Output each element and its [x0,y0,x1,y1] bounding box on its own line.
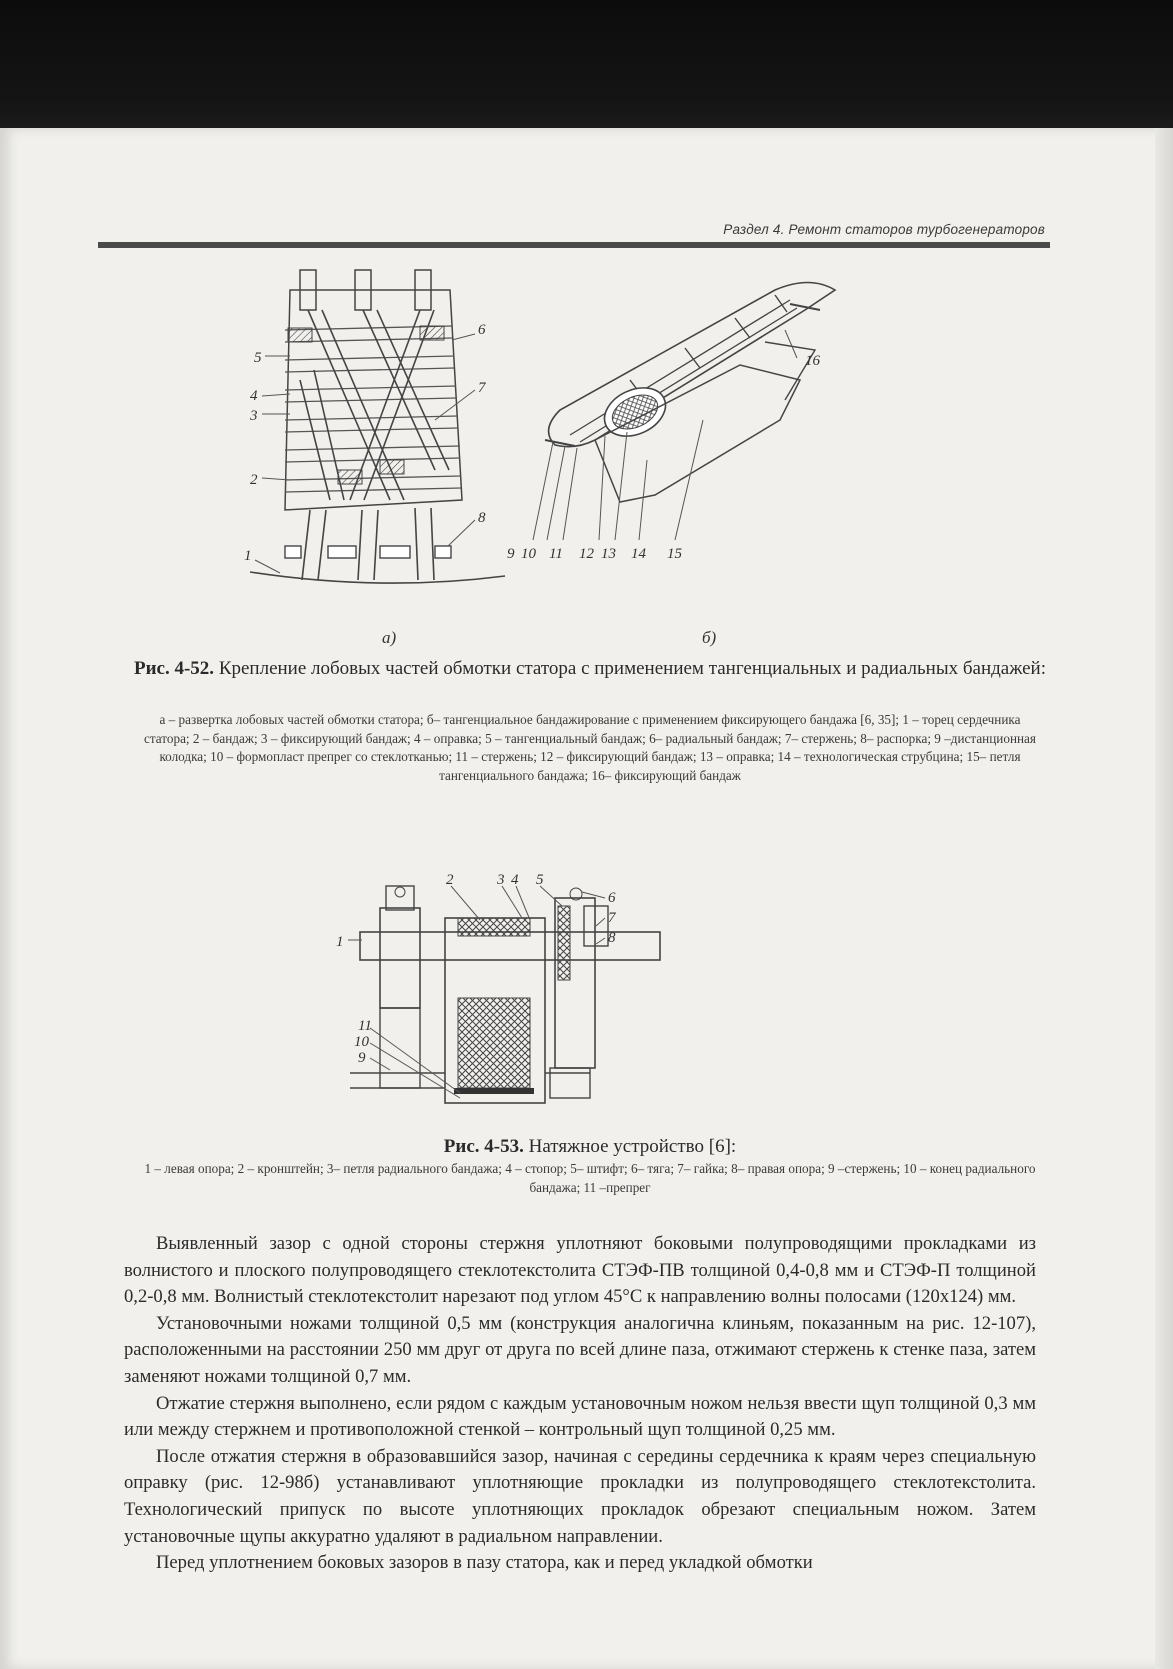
figure-4-52a [230,270,540,625]
figure-4-53 [336,872,680,1113]
label-3: 3 [250,408,258,424]
label-14: 14 [631,546,646,562]
subfigure-b-label: б) [702,628,717,647]
label-9: 9 [507,546,515,562]
figure-4-52b [507,270,895,600]
label-7: 7 [478,380,486,396]
figure-4-52-caption [120,657,1060,681]
paragraph: Перед уплотнением боковых зазоров в пазу статора, как и перед укладкой обмотки [156,1552,813,1574]
label-4: 4 [250,388,258,404]
label-11: 11 [549,546,563,562]
label-53-6: 6 [608,890,616,906]
label-53-11: 11 [358,1018,372,1034]
subfigure-a-label: а) [382,628,397,647]
label-12: 12 [579,546,594,562]
label-2: 2 [250,472,258,488]
label-53-9: 9 [358,1050,366,1066]
paragraph: После отжатия стержня в образовавшийся зазор, начиная с середины сердечника к краям через специальную оправку (рис. 12-98б) устанавливают уплотняющие прокладки из полупроводящего стеклотекстолита. Технологический припуск по высоте уплотняющих прокладок обрезают специальным ножом. Затем установочные щупы аккуратно удаляют в радиальном направлении. [124,1445,1036,1547]
caption-text: Крепление лобовых частей обмотки статора с применением тангенциальных и радиальных бандажей: [218,658,1046,679]
label-53-8: 8 [608,930,616,946]
paragraph: Выявленный зазор с одной стороны стержня уплотняют боковыми полупроводящими прокладками из волнистого и плоского полупроводящего стеклотекстолита СТЭФ-ПВ толщиной 0,4-0,8 мм и СТЭФ-П толщиной 0,2-0,8 мм. Волнистый стеклотекстолит нарезают под углом 45°С к направлению волны полосами (120х124) мм. [124,1233,1036,1308]
header-rule [98,242,1050,248]
label-53-5: 5 [536,872,544,888]
label-13: 13 [601,546,616,562]
caption-number-53: Рис. 4-53. [443,1136,524,1157]
caption-number: Рис. 4-52. [133,658,215,679]
paragraph: Установочными ножами толщиной 0,5 мм (конструкция аналогична клиньям, показанным на рис. 12-107), расположенными на расстоянии 250 мм друг от друга по всей длине паза, отжимают стержень к стенке паза, затем заменяют ножами толщиной 0,7 мм. [124,1312,1036,1387]
figure-4-52-legend: а – развертка лобовых частей обмотки статора; б– тангенциальное бандажирование с применением фиксирующего бандажа [6, 35]; 1 – торец сердечника статора; 2 – бандаж; 3 – фиксирующий бандаж; 4 – оправка; 5 – тангенциальный бандаж; 6– радиальный бандаж; 7– стержень; 8– распорка; 9 –дистанционная колодка; 10 – формопласт препрег со стеклотканью; 11 – стержень; 12 – фиксирующий бандаж; 13 – оправка; 14 – технологическая струбцина; 15– петля тангенциального бандажа; 16– фиксирующий бандаж [144,712,1036,783]
label-10: 10 [521,546,536,562]
label-6: 6 [478,322,486,338]
label-53-4: 4 [511,872,519,888]
label-5: 5 [254,350,262,366]
caption-text-53: Натяжное устройство [6]: [528,1136,737,1157]
label-53-2: 2 [446,872,454,888]
label-15: 15 [667,546,682,562]
label-53-10: 10 [354,1034,369,1050]
scan-dark-border [0,0,1173,140]
page-edge [1155,128,1173,1669]
label-53-1: 1 [336,934,344,950]
body-text [124,1231,1036,1577]
label-53-3: 3 [497,872,505,888]
label-53-7: 7 [608,910,616,926]
label-1: 1 [244,548,252,564]
label-16: 16 [805,353,820,369]
running-head: Раздел 4. Ремонт статоров турбогенераторов [723,222,1045,237]
figure-4-53-caption [120,1135,1060,1159]
figure-4-53-legend: 1 – левая опора; 2 – кронштейн; 3– петля радиального бандажа; 4 – стопор; 5– штифт; 6– тяга; 7– гайка; 8– правая опора; 9 –стержень; 10 – конец радиального бандажа; 11 –препрег [144,1161,1036,1195]
label-8: 8 [478,510,486,526]
paragraph: Отжатие стержня выполнено, если рядом с каждым установочным ножом нельзя ввести щуп толщиной 0,3 мм или между стержнем и противоположной стенкой – контрольный щуп толщиной 0,25 мм. [124,1392,1036,1441]
